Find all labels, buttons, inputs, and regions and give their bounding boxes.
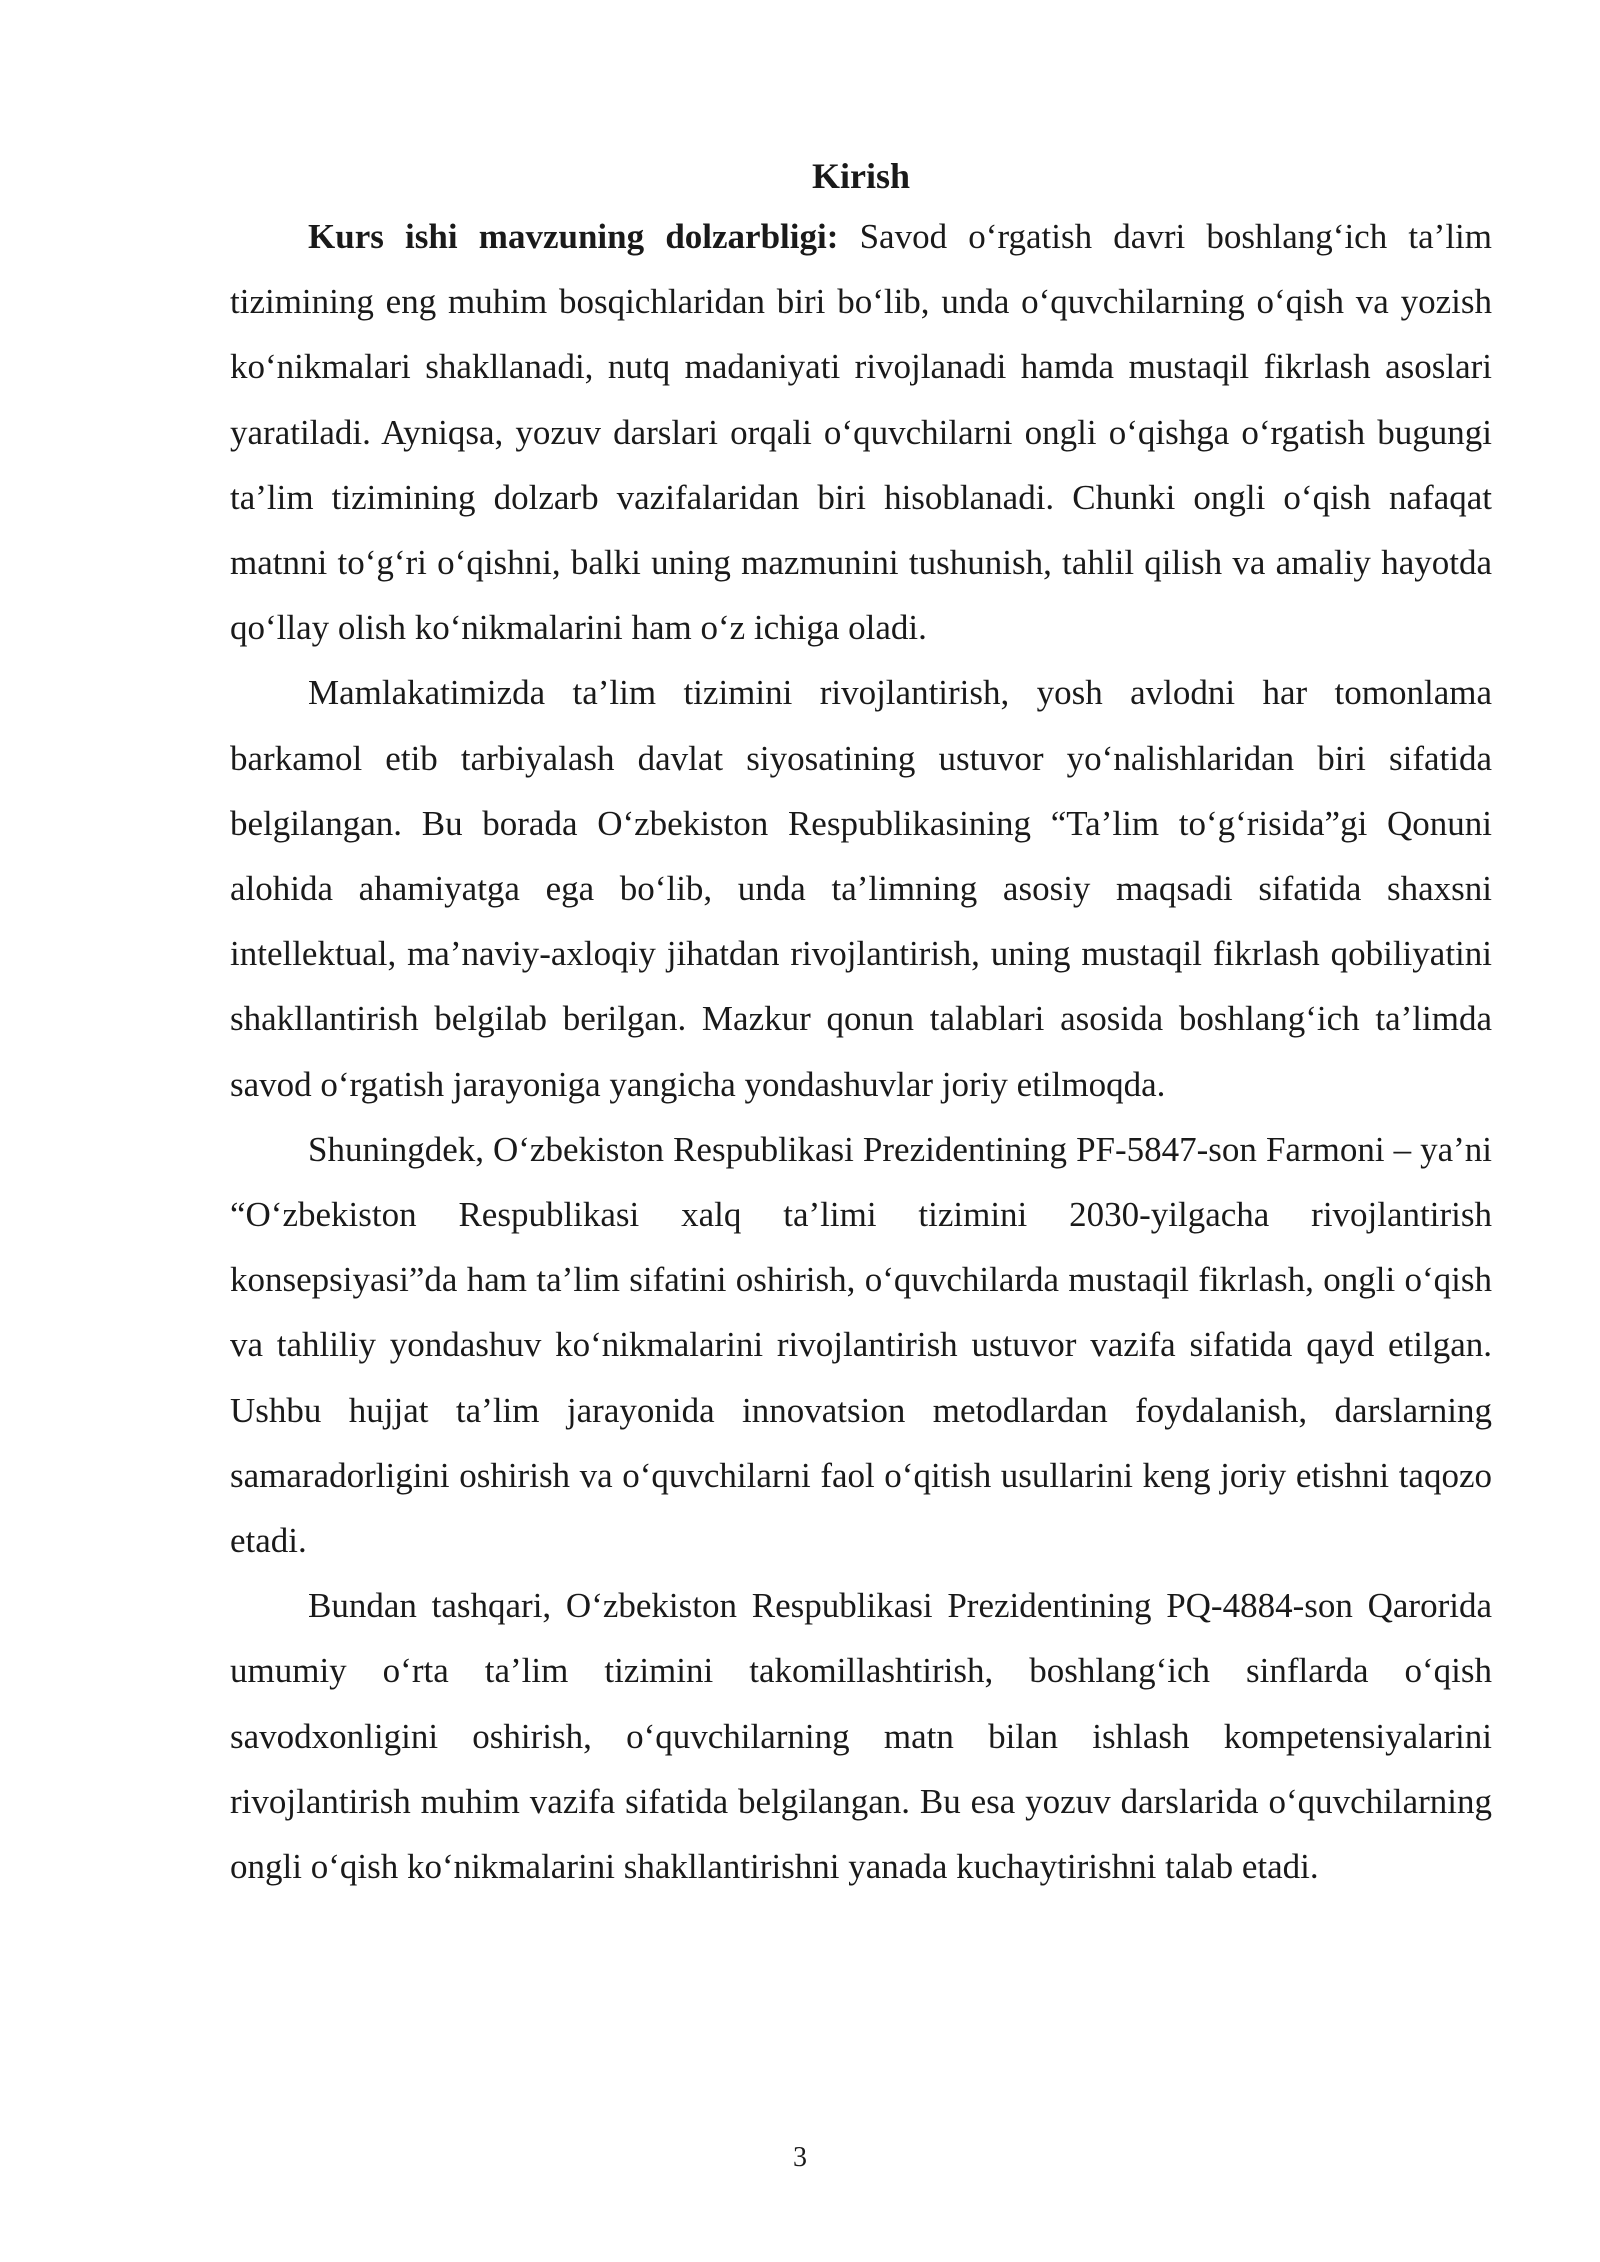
paragraph-resolution: Bundan tashqari, O‘zbekiston Respublikasi Prezidentining PQ-4884-son Qarorida umumiy o‘rta ta’lim tizimini takomillashtirish, boshlang‘ich sinflarda o‘qish savodxonligini oshirish, o‘quvchilarning matn bilan ishlash kompetensiyalarini rivojlantirish muhim vazifa sifatida belgilangan. Bu esa yozuv darslarida o‘quvchilarning ongli o‘qish ko‘nikmalarini shakllantirishni yanada kuchaytirishni talab etadi. [230,1586,1492,1887]
section-title: Kirish [811,156,910,196]
paragraph-text: Savod o‘rgatish davri boshlang‘ich ta’lim tizimining eng muhim bosqichlaridan biri bo‘lib, unda o‘quvchilarning o‘qish va yozish ko‘nikmalari shakllanadi, nutq madaniyati rivojlanadi hamda mustaqil fikrlash asoslari yaratiladi. Ayniqsa, yozuv darslari orqali o‘quvchilarni ongli o‘qishga o‘rgatish bugungi ta’lim tizimining dolzarb vazifalaridan biri hisoblanadi. Chunki ongli o‘qish nafaqat matnni to‘g‘ri o‘qishni, balki uning mazmunini tushunish, tahlil qilish va amaliy hayotda qo‘llay olish ko‘nikmalarini ham o‘z ichiga oladi. [230,217,1492,648]
paragraph-law: Mamlakatimizda ta’lim tizimini rivojlantirish, yosh avlodni har tomonlama barkamol etib tarbiyalash davlat siyosatining ustuvor yo‘nalishlaridan biri sifatida belgilangan. Bu borada O‘zbekiston Respublikasining “Ta’lim to‘g‘risida”gi Qonuni alohida ahamiyatga ega bo‘lib, unda ta’limning asosiy maqsadi sifatida shaxsni intellektual, ma’naviy-axloqiy jihatdan rivojlantirish, uning mustaqil fikrlash qobiliyatini shakllantirish belgilab berilgan. Mazkur qonun talablari asosida boshlang‘ich ta’limda savod o‘rgatish jarayoniga yangicha yondashuvlar joriy etilmoqda. [230,673,1492,1104]
page-number: 3 [793,2142,807,2173]
paragraph-lead: Kurs ishi mavzuning dolzarbligi: [308,217,839,256]
paragraph-relevance [230,204,1492,660]
paragraph-decree: Shuningdek, O‘zbekiston Respublikasi Prezidentining PF-5847-son Farmoni – ya’ni “O‘zbekiston Respublikasi xalq ta’limi tizimini 2030-yilgacha rivojlantirish konsepsiyasi”da ham ta’lim sifatini oshirish, o‘quvchilarda mustaqil fikrlash, ongli o‘qish va tahliliy yondashuv ko‘nikmalarini rivojlantirish ustuvor vazifa sifatida qayd etilgan. Ushbu hujjat ta’lim jarayonida innovatsion metodlardan foydalanish, darslarning samaradorligini oshirish va o‘quvchilarni faol o‘qitish usullarini keng joriy etishni taqozo etadi. [230,1129,1492,1561]
page-content [230,148,1492,1899]
